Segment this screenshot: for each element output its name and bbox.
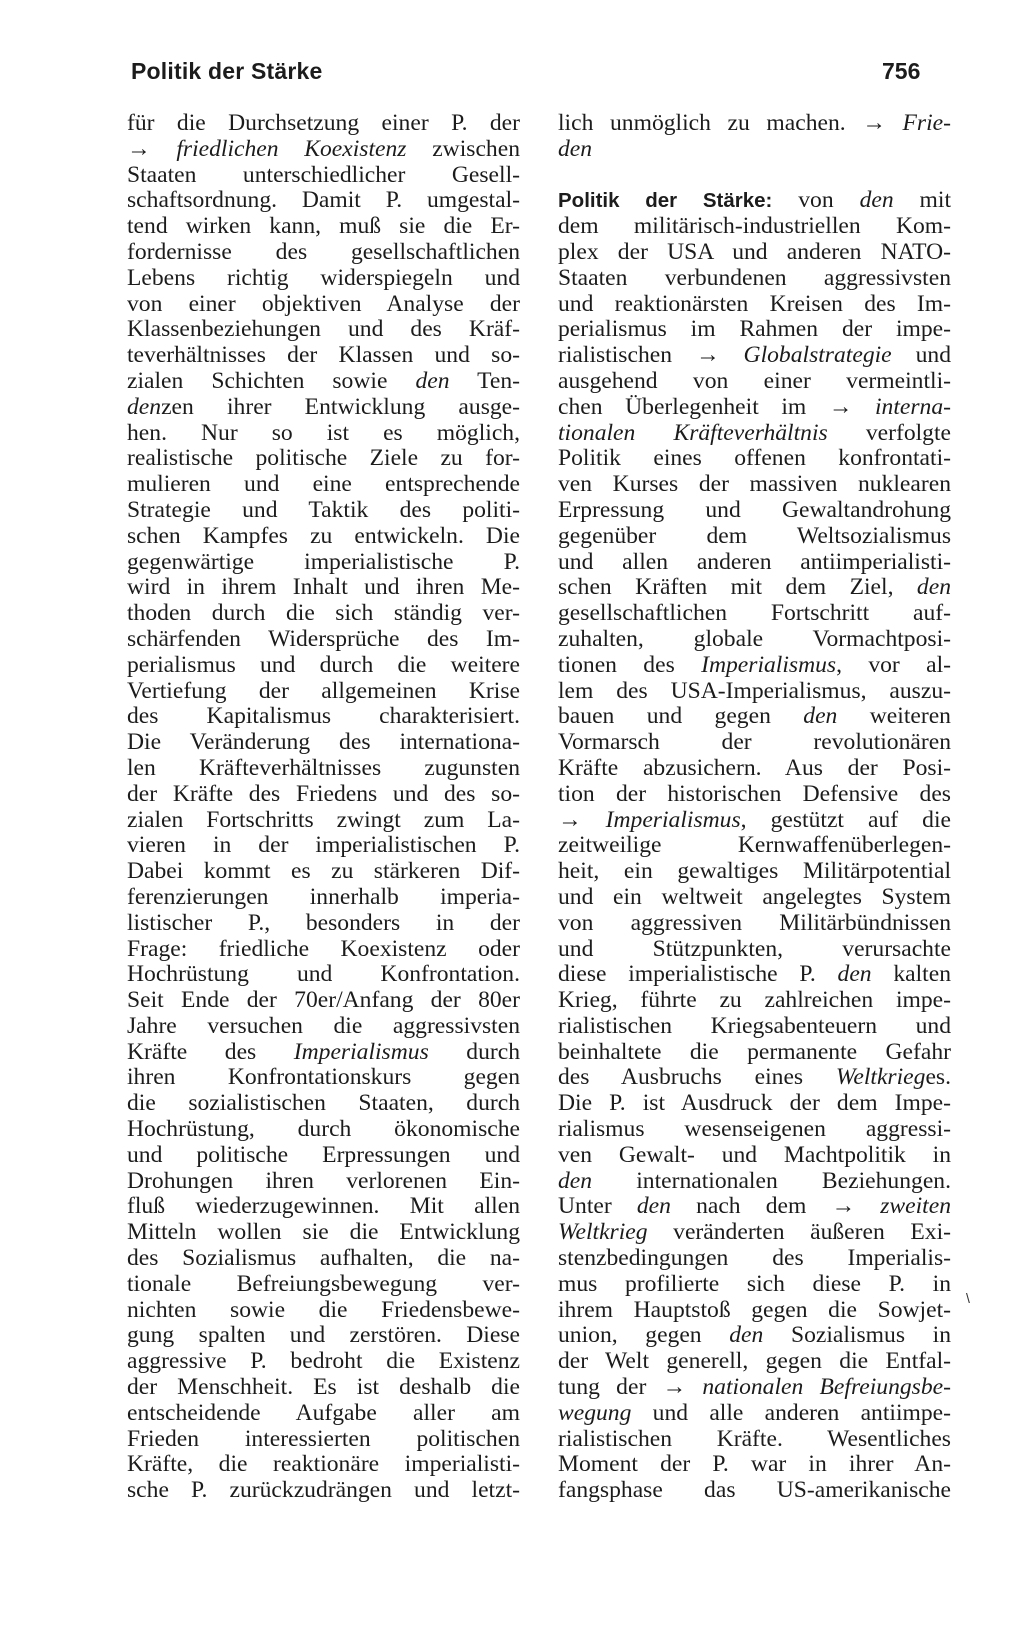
text-line: Kräfte des Imperialismus durch [127, 1039, 520, 1065]
text-line: gegenüber dem Weltsozialismus [558, 523, 951, 549]
text-line: tionen des Imperialismus, vor al- [558, 652, 951, 678]
running-head-title: Politik der Stärke [131, 58, 323, 84]
text-line: tionalen Kräfteverhältnis verfolgte [558, 420, 951, 446]
text-line: und reaktionärsten Kreisen des Im- [558, 291, 951, 317]
text-line: des Sozialismus aufhalten, die na- [127, 1246, 520, 1272]
cross-reference[interactable]: tionalen Kräfteverhältnis [558, 420, 828, 446]
text-line: tend wirken kann, muß sie die Er- [127, 214, 520, 240]
text-line: hen. Nur so ist es möglich, [127, 420, 520, 446]
text-line [558, 163, 951, 189]
text-line: Kräfte, die reaktionäre imperialisti- [127, 1452, 520, 1478]
cross-reference[interactable]: den [803, 704, 838, 730]
text-line: → Imperialismus, gestützt auf die [558, 807, 951, 833]
text-line: lem des USA-Imperialismus, auszu- [558, 678, 951, 704]
cross-reference[interactable]: Weltkrieg [835, 1065, 926, 1091]
text-line: schaftsordnung. Damit P. umgestal- [127, 188, 520, 214]
text-line: Die Veränderung des internationa- [127, 730, 520, 756]
text-line: teverhältnisses der Klassen und so- [127, 343, 520, 369]
text-line: ven Gewalt- und Machtpolitik in [558, 1142, 951, 1168]
text-line: perialismus im Rahmen der impe- [558, 317, 951, 343]
text-line: gung spalten und zerstören. Diese [127, 1323, 520, 1349]
text-line: Weltkrieg veränderten äußeren Exi- [558, 1220, 951, 1246]
text-line: Drohungen ihren verlorenen Ein- [127, 1168, 520, 1194]
text-line: heit, ein gewaltiges Militärpotential [558, 859, 951, 885]
text-line: und politische Erpressungen und [127, 1142, 520, 1168]
text-line: fordernisse des gesellschaftlichen [127, 239, 520, 265]
text-line: beinhaltete die permanente Gefahr [558, 1039, 951, 1065]
cross-reference[interactable]: Weltkrieg [558, 1220, 648, 1246]
text-line: lich unmöglich zu machen. → Frie- [558, 111, 951, 136]
cross-reference[interactable]: den [558, 1168, 593, 1194]
cross-reference[interactable]: den [415, 368, 450, 394]
text-line: den internationalen Beziehungen. [558, 1168, 951, 1194]
text-line: gegenwärtige imperialistische P. [127, 549, 520, 575]
text-line: diese imperialistische P. den kalten [558, 962, 951, 988]
text-line: Dabei kommt es zu stärkeren Dif- [127, 859, 520, 885]
text-line: stenzbedingungen des Imperialis- [558, 1246, 951, 1272]
cross-reference[interactable]: den [916, 575, 951, 601]
text-line: ausgehend von einer vermeintli- [558, 368, 951, 394]
text-line: zeitweilige Kernwaffenüberlegen- [558, 833, 951, 859]
text-line: für die Durchsetzung einer P. der [127, 111, 520, 136]
text-line: Staaten unterschiedlicher Gesell- [127, 162, 520, 188]
text-line: nichten sowie die Friedensbewe- [127, 1297, 520, 1323]
text-line: und Stützpunkten, verursachte [558, 936, 951, 962]
text-line: ferenzierungen innerhalb imperia- [127, 884, 520, 910]
page-number: 756 [882, 58, 921, 84]
text-line: Vertiefung der allgemeinen Krise [127, 678, 520, 704]
text-line: Mitteln wollen sie die Entwicklung [127, 1220, 520, 1246]
text-line: tion der historischen Defensive des [558, 781, 951, 807]
cross-reference[interactable]: den [729, 1323, 764, 1349]
text-line: Frage: friedliche Koexistenz oder [127, 936, 520, 962]
text-line: fangsphase das US-amerikanische [558, 1478, 951, 1504]
text-line: schen Kräften mit dem Ziel, den [558, 575, 951, 601]
text-line: union, gegen den Sozialismus in [558, 1323, 951, 1349]
text-line: gesellschaftlichen Fortschritt auf- [558, 601, 951, 627]
margin-mark: \ [966, 1290, 970, 1306]
text-line: rialistischen → Globalstrategie und [558, 343, 951, 369]
text-line: ven Kurses der massiven nuklearen [558, 472, 951, 498]
text-line: schärfenden Widersprüche des Im- [127, 626, 520, 652]
text-line: ihren Konfrontationskurs gegen [127, 1065, 520, 1091]
text-line: entscheidende Aufgabe aller am [127, 1400, 520, 1426]
text-line: Frieden interessierten politischen [127, 1426, 520, 1452]
text-line: Vormarsch der revolutionären [558, 730, 951, 756]
text-line: und ein weltweit angelegtes System [558, 884, 951, 910]
text-line: rialismus wesenseigenen aggressi- [558, 1117, 951, 1143]
text-line: tung der → nationalen Befreiungsbe- [558, 1375, 951, 1401]
entry-term: Politik der Stärke: [558, 189, 773, 213]
text-line: Die P. ist Ausdruck der dem Impe- [558, 1091, 951, 1117]
text-line: Strategie und Taktik des politi- [127, 497, 520, 523]
text-line: sche P. zurückzudrängen und letzt- [127, 1478, 520, 1504]
text-line: Hochrüstung und Konfrontation. [127, 962, 520, 988]
text-line: Lebens richtig widerspiegeln und [127, 265, 520, 291]
cross-reference[interactable]: den [127, 394, 162, 420]
text-line: die sozialistischen Staaten, durch [127, 1091, 520, 1117]
text-line: chen Überlegenheit im → interna- [558, 394, 951, 420]
text-line: des Ausbruchs eines Weltkrieges. [558, 1065, 951, 1091]
cross-reference[interactable]: wegung [558, 1400, 632, 1426]
text-line: plex der USA und anderen NATO- [558, 239, 951, 265]
text-line: perialismus und durch die weitere [127, 652, 520, 678]
text-line: len Kräfteverhältnisses zugunsten [127, 755, 520, 781]
cross-reference[interactable]: Frie- [902, 111, 951, 136]
text-line: Seit Ende der 70er/Anfang der 80er [127, 988, 520, 1014]
text-line: denzen ihrer Entwicklung ausge- [127, 394, 520, 420]
text-line: schen Kampfes zu entwickeln. Die [127, 523, 520, 549]
text-line: rialistischen Kriegsabenteuern und [558, 1013, 951, 1039]
text-line: und allen anderen antiimperialisti- [558, 549, 951, 575]
text-line: zialen Fortschritts zwingt zum La- [127, 807, 520, 833]
text-line: Politik eines offenen konfrontati- [558, 446, 951, 472]
text-line: Unter den nach dem → zweiten [558, 1194, 951, 1220]
text-line: von aggressiven Militärbündnissen [558, 910, 951, 936]
text-line: Erpressung und Gewaltandrohung [558, 497, 951, 523]
cross-reference[interactable]: Imperialismus [701, 652, 837, 678]
cross-reference[interactable]: zweiten [880, 1194, 951, 1220]
text-line: rialistischen Kräfte. Wesentliches [558, 1426, 951, 1452]
text-line: der Kräfte des Friedens und des so- [127, 781, 520, 807]
text-line: mus profilierte sich diese P. in [558, 1271, 951, 1297]
text-line: Staaten verbundenen aggressivsten [558, 265, 951, 291]
cross-reference[interactable]: Imperialismus [605, 807, 741, 833]
cross-reference[interactable]: nationalen Befreiungsbe- [702, 1375, 951, 1401]
text-line: wird in ihrem Inhalt und ihren Me- [127, 575, 520, 601]
text-line: ihrem Hauptstoß gegen die Sowjet- [558, 1297, 951, 1323]
text-line: der Menschheit. Es ist deshalb die [127, 1375, 520, 1401]
text-line: Krieg, führte zu zahlreichen impe- [558, 988, 951, 1014]
cross-reference[interactable]: Imperialismus [293, 1039, 429, 1065]
text-line: zialen Schichten sowie den Ten- [127, 368, 520, 394]
text-line: des Kapitalismus charakterisiert. [127, 704, 520, 730]
text-line: Klassenbeziehungen und des Kräf- [127, 317, 520, 343]
cross-reference[interactable]: den [558, 136, 593, 162]
text-line: thoden durch die sich ständig ver- [127, 601, 520, 627]
cross-reference[interactable]: interna- [874, 394, 951, 420]
text-line: wegung und alle anderen antiimpe- [558, 1400, 951, 1426]
text-line: → friedlichen Koexistenz zwischen [127, 136, 520, 162]
cross-reference[interactable]: den [837, 962, 872, 988]
text-line: Hochrüstung, durch ökonomische [127, 1117, 520, 1143]
text-line: Moment der P. war in ihrer An- [558, 1452, 951, 1478]
text-line: realistische politische Ziele zu for- [127, 446, 520, 472]
text-line: fluß wiederzugewinnen. Mit allen [127, 1194, 520, 1220]
left-text-column [127, 111, 520, 1504]
text-line: Jahre versuchen die aggressivsten [127, 1013, 520, 1039]
text-line: bauen und gegen den weiteren [558, 704, 951, 730]
text-line: mulieren und eine entsprechende [127, 472, 520, 498]
right-text-column [558, 111, 951, 1504]
cross-reference[interactable]: den [636, 1194, 671, 1220]
cross-reference[interactable]: Globalstrategie [743, 343, 892, 369]
text-line [558, 137, 951, 163]
cross-reference[interactable]: den [859, 188, 894, 214]
cross-reference[interactable]: friedlichen Koexistenz [176, 136, 407, 162]
text-line: dem militärisch-industriellen Kom- [558, 214, 951, 240]
text-line: der Welt generell, gegen die Entfal- [558, 1349, 951, 1375]
text-line: listischer P., besonders in der [127, 910, 520, 936]
text-line: von einer objektiven Analyse der [127, 291, 520, 317]
text-line: tionale Befreiungsbewegung ver- [127, 1271, 520, 1297]
text-line: zuhalten, globale Vormachtposi- [558, 626, 951, 652]
text-line: vieren in der imperialistischen P. [127, 833, 520, 859]
text-line: Politik der Stärke: von den mit [558, 188, 951, 214]
text-line: aggressive P. bedroht die Existenz [127, 1349, 520, 1375]
text-line: Kräfte abzusichern. Aus der Posi- [558, 755, 951, 781]
